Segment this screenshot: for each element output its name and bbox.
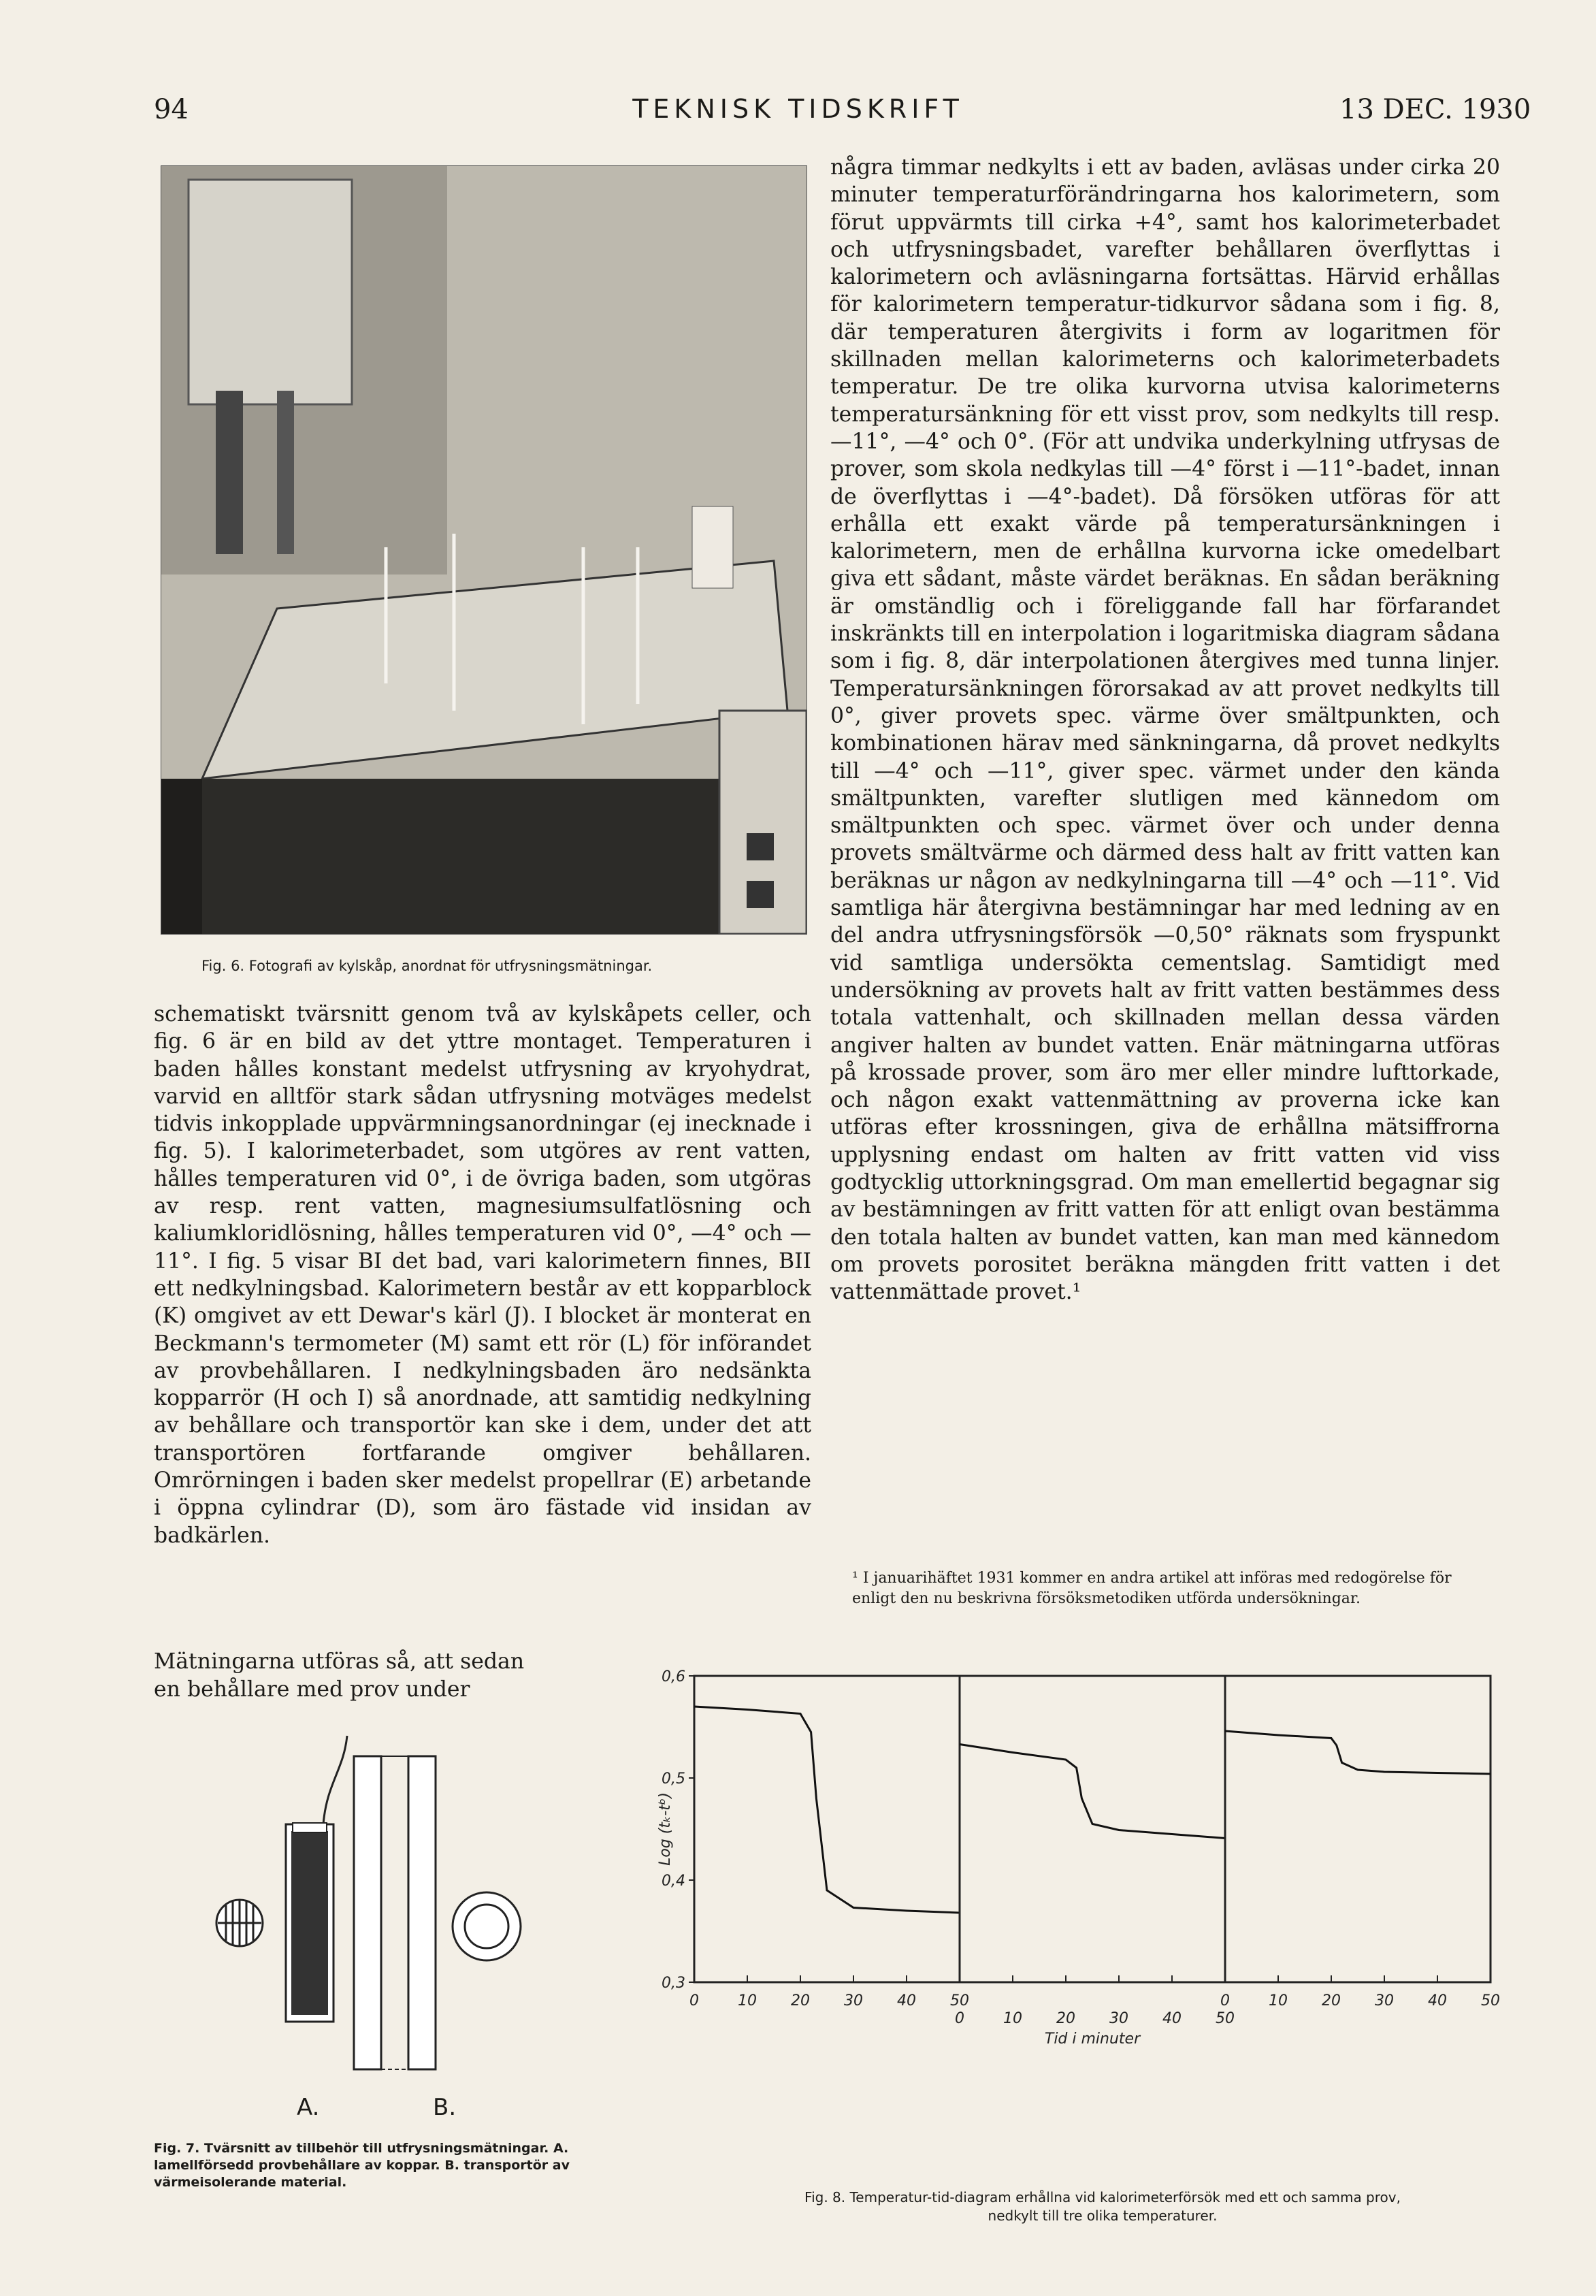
fig8-y-tick-label: 0,5 (662, 1770, 685, 1788)
fig8-x-tick-label: 40 (1428, 1992, 1447, 2009)
fig8-panel-frame (960, 1676, 1225, 1982)
fig8-x-tick-label: 10 (1269, 1992, 1288, 2009)
fig8-x-tick-label: 40 (1162, 2010, 1182, 2027)
fig8-y-tick-label: 0,4 (662, 1873, 685, 1890)
fig8-x-tick-label: 20 (1056, 2010, 1075, 2027)
fig8-series-line (960, 1745, 1225, 1839)
left-column-paragraph: schematiskt tvärsnitt genom två av kylskåpets celler, och fig. 6 är en bild av det yttre montaget. Temperaturen i baden hålles konstant medelst utfrysning av kryohydrat, varvid en alltför stark sådan utfrysning motväges medelst tidvis inkopplade uppvärmningsanordningar (ej inecknade i fig. 5). I kalorimeterbadet, som utgöres av rent vatten, hålles temperaturen vid 0°, i de övriga baden, som utgöras av resp. rent vatten, magnesiumsulfatlösning och kaliumkloridlösning, hålles temperaturen vid 0°, —4° och —11°. I fig. 5 visar BI det bad, vari kalorimetern finnes, BII ett nedkylningsbad. Kalorimetern består av ett kopparblock (K) omgivet av ett Dewar's kärl (J). I blocket är monterat en Beckmann's termometer (M) samt ett rör (L) för införandet av provbehållaren. I nedkylningsbaden äro nedsänkta kopparrör (H och I) så anordnade, att samtidig nedkylning av behållare och transportör kan ske i dem, under det att transportören fortfarande omgiver behållaren. Omrörningen i baden sker medelst propellrar (E) arbetande i öppna cylindrar (D), som äro fästade vid insidan av badkärlen. (154, 1002, 811, 1548)
fig6-photograph (161, 165, 807, 935)
footnote: ¹ I januarihäftet 1931 kommer en andra artikel att införas med redogörelse för enligt den nu beskrivna försöksmetodiken utförda undersökningar. (852, 1570, 1452, 1607)
fig8-y-tick-label: 0,6 (662, 1668, 685, 1685)
fig8-caption-line1: Fig. 8. Temperatur-tid-diagram erhållna vid kalorimeterförsök med ett och samma prov, (804, 2189, 1401, 2205)
journal-title: TEKNISK TIDSKRIFT (632, 94, 964, 124)
fig7-caption: Fig. 7. Tvärsnitt av tillbehör till utfrysningsmätningar. A. lamellförsedd provbehållare av koppar. B. transportör av värmeisolerande material. (154, 2141, 570, 2190)
issue-date: 13 DEC. 1930 (1339, 94, 1531, 125)
left-column-text (154, 1001, 811, 1549)
fig8-x-tick-label: 20 (791, 1992, 810, 2009)
fig8-x-tick-label: 30 (844, 1992, 863, 2009)
fig8-series-line (1225, 1731, 1491, 1774)
fig7-transporter-b-wall-right (408, 1756, 436, 2069)
fig8-x-tick-label: 50 (950, 1992, 969, 2009)
fig8-x-tick-label: 30 (1375, 1992, 1394, 2009)
fig7-label-a: A. (297, 2094, 320, 2121)
fig8-x-tick-label: 0 (689, 1992, 699, 2009)
fig8-y-tick-label: 0,3 (662, 1975, 685, 1992)
fig7-container-a-lamellae (291, 1831, 328, 2015)
fig8-x-tick-label: 40 (897, 1992, 916, 2009)
fig8-panel-frame (694, 1676, 960, 1982)
fig8-series-line (694, 1707, 960, 1913)
fig7-label-b: B. (433, 2094, 457, 2121)
fig8-x-tick-label: 20 (1322, 1992, 1341, 2009)
left-column-tail-1: Mätningarna utföras så, att sedan (154, 1649, 525, 1674)
fig8-panel-frame (1225, 1676, 1491, 1982)
right-column-text (830, 154, 1500, 1306)
fig8-chart (626, 1655, 1511, 2050)
fig7-section-a-icon (212, 1896, 267, 1950)
fig6-photo-illustration (161, 166, 807, 934)
fig8-y-axis-label: Log (tₖ-tᵇ) (657, 1792, 674, 1866)
fig7-transporter-b-wall-left (354, 1756, 381, 2069)
left-column-tail-2: en behållare med prov under (154, 1677, 470, 1702)
fig8-x-axis-label: Tid i minuter (1044, 2031, 1141, 2048)
fig8-x-tick-label: 0 (955, 2010, 964, 2027)
fig8-x-tick-label: 10 (738, 1992, 757, 2009)
fig8-x-tick-label: 30 (1109, 2010, 1128, 2027)
fig8-caption-line2: nedkylt till tre olika temperaturer. (988, 2208, 1218, 2224)
fig8-x-tick-label: 50 (1481, 1992, 1500, 2009)
fig8-x-tick-label: 50 (1216, 2010, 1235, 2027)
fig7-wire (323, 1736, 347, 1824)
fig6-caption: Fig. 6. Fotografi av kylskåp, anordnat för utfrysningsmätningar. (201, 958, 653, 974)
fig8-x-tick-label: 0 (1220, 1992, 1230, 2009)
fig8-x-tick-label: 10 (1003, 2010, 1022, 2027)
page-number: 94 (154, 94, 189, 125)
right-column-paragraph: några timmar nedkylts i ett av baden, avläsas under cirka 20 minuter temperaturförändringarna hos kalorimetern, som förut uppvärmts till cirka +4°, samt hos kalorimeterbadet och utfrysningsbadet, varefter behållaren överflyttas i kalorimetern och avläsningarna fortsättas. Härvid erhållas för kalorimetern temperatur-tidkurvor sådana som i fig. 8, där temperaturen återgivits i form av logaritmen för skillnaden mellan kalorimeterns och kalorimeterbadets temperatur. De tre olika kurvorna utvisa kalorimeterns temperatursänkning för ett visst prov, som nedkylts till resp. —11°, —4° och 0°. (För att undvika underkylning utfrysas de prover, som skola nedkylas till —4° först i —11°-badet, innan de överflyttas i —4°-badet). Då försöken utföras för att erhålla ett exakt värde på temperatursänkningen i kalorimetern, men de erhållna kurvorna icke omedelbart giva ett sådant, måste värdet beräknas. En sådan beräkning är omständlig och i föreliggande fall har förfarandet inskränkts till en interpolation i logaritmiska diagram sådana som i fig. 8, där interpolationen återgives med tunna linjer. Temperatursänkningen förorsakad av att provet nedkylts till 0°, giver provets spec. värme över smältpunkten, och kombinationen härav med sänkningarna, då provet nedkylts till —4° och —11°, giver spec. värmet under den kända smältpunkten, varefter slutligen med kännedom om smältpunkten och spec. värmet över och under denna provets smältvärme och därmed dess halt av fritt vatten kan beräknas ur någon av nedkylningarna till —4° och —11°. Vid samtliga här återgivna bestämningar har med ledning av en del andra utfrysningsförsök —0,50° räknats som fryspunkt vid samtliga undersökta cementslag. Samtidigt med undersökning av provets halt av fritt vatten bestämmes dess totala vattenhalt, och skillnaden mellan dessa värden angiver halten av bundet vatten. Enär mätningarna utföras på krossade prover, som äro mer eller mindre lufttorkade, och någon exakt vattenmättning av proverna icke kan utföras efter krossningen, giva de erhållna mätsiffrorna upplysning endast om halten av fritt vatten vid viss godtycklig uttorkningsgrad. Om man emellertid begagnar sig av bestämningen av fritt vatten för att enligt ovan bestämma den totala halten av bundet vatten, kan man med kännedom om provets porositet beräkna mängden fritt vatten i det vattenmättade provet.¹ (830, 155, 1500, 1305)
fig7-diagram (252, 1729, 606, 2110)
